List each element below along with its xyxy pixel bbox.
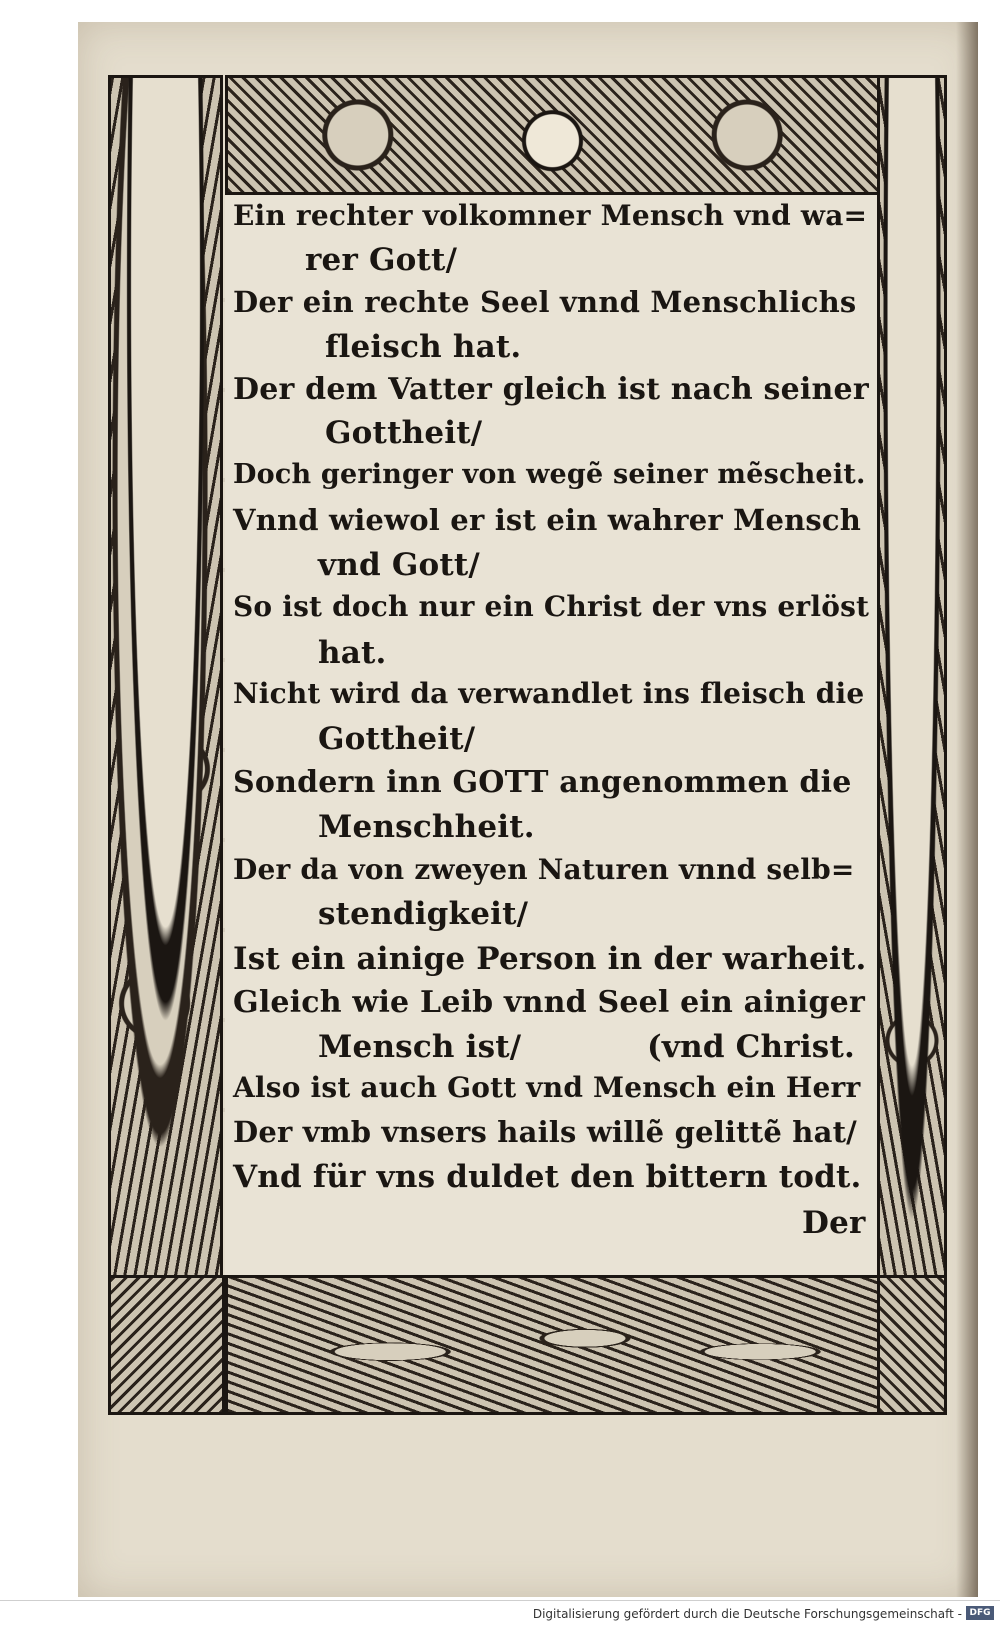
text-line: rer Gott/ bbox=[305, 242, 458, 278]
text-line: vnd Gott/ bbox=[318, 547, 480, 583]
text-line: Ein rechter volkomner Mensch vnd wa= bbox=[233, 199, 868, 232]
woodcut-border-right bbox=[877, 75, 947, 1315]
text-line: So ist doch nur ein Christ der vns erlöst bbox=[233, 590, 870, 623]
text-line: Vnnd wiewol er ist ein wahrer Mensch bbox=[233, 503, 862, 537]
text-line: Ist ein ainige Person in der warheit. bbox=[233, 941, 867, 977]
catchword: Der bbox=[802, 1205, 866, 1241]
text-line: Gleich wie Leib vnnd Seel ein ainiger bbox=[233, 985, 865, 1020]
text-line: Der dem Vatter gleich ist nach seiner bbox=[233, 372, 869, 407]
text-line: Der da von zweyen Naturen vnnd selb= bbox=[233, 853, 855, 886]
text-line: stendigkeit/ bbox=[318, 896, 529, 932]
text-line: Der vmb vnsers hails willẽ gelittẽ hat/ bbox=[233, 1115, 857, 1149]
text-panel bbox=[225, 195, 877, 1275]
woodcut-border-top bbox=[225, 75, 880, 195]
text-line: Gottheit/ bbox=[318, 721, 476, 757]
text-line: (vnd Christ. bbox=[647, 1029, 855, 1065]
text-line: Gottheit/ bbox=[325, 415, 483, 451]
text-line: Nicht wird da verwandlet ins fleisch die bbox=[233, 677, 865, 710]
woodcut-border-corner-bottom-right bbox=[877, 1275, 947, 1415]
page-edge-shadow bbox=[956, 22, 978, 1597]
text-line: Also ist auch Gott vnd Mensch ein Herr bbox=[233, 1071, 861, 1104]
footer-credit: Digitalisierung gefördert durch die Deutsche Forschungsgemeinschaft - bbox=[532, 1607, 962, 1621]
text-line: Mensch ist/ bbox=[318, 1029, 522, 1065]
text-line: Vnd für vns duldet den bittern todt. bbox=[233, 1159, 862, 1195]
text-line: Sondern inn GOTT angenommen die bbox=[233, 765, 852, 800]
woodcut-border-bottom bbox=[225, 1275, 880, 1415]
woodcut-border-corner-bottom-left bbox=[108, 1275, 225, 1415]
text-line: Menschheit. bbox=[318, 809, 535, 845]
text-line: hat. bbox=[318, 635, 387, 671]
woodcut-border-left bbox=[108, 75, 223, 1315]
text-line: fleisch hat. bbox=[325, 329, 522, 365]
text-line: Der ein rechte Seel vnnd Menschlichs bbox=[233, 285, 857, 319]
text-line: Doch geringer von wegẽ seiner mẽscheit. bbox=[233, 459, 866, 490]
dfg-logo: DFG bbox=[966, 1606, 994, 1620]
